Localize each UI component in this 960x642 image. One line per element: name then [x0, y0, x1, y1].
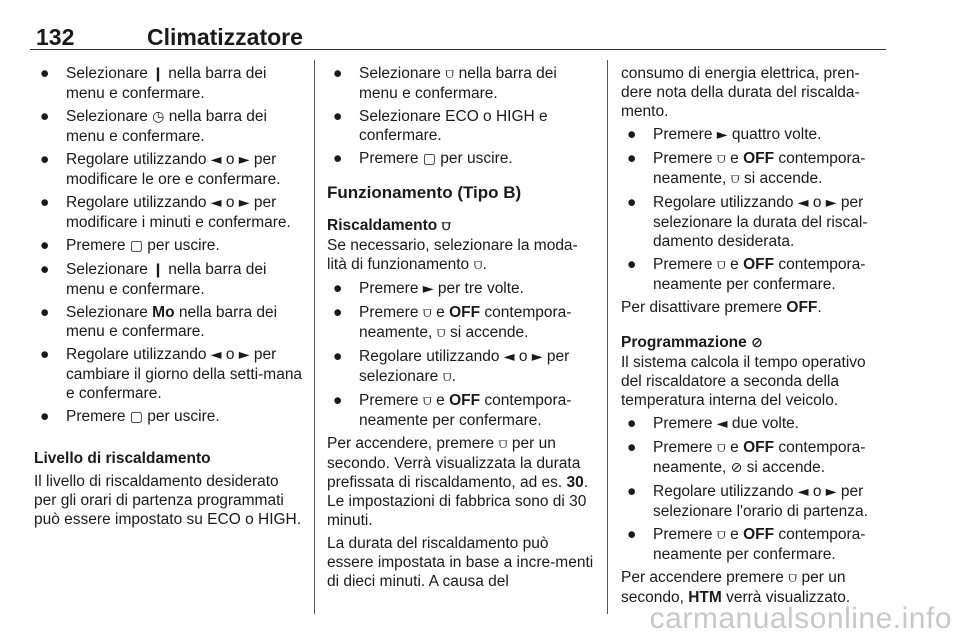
bullet: ●	[333, 280, 343, 297]
heat-icon: ⩌	[498, 436, 508, 452]
list-item: ● Selezionare ❙ nella barra dei menu e confermare.	[40, 65, 267, 102]
list-item: ● Selezionare ❙ nella barra dei menu e confermare.	[40, 261, 267, 298]
bullet: ●	[333, 392, 343, 409]
page-number: 132	[36, 24, 75, 50]
bullet: ●	[627, 126, 637, 143]
bullet: ●	[40, 261, 50, 278]
clock-icon: ◷	[152, 109, 165, 125]
heat-icon: ⩌	[716, 257, 726, 273]
tool-icon: ❙	[152, 262, 164, 278]
arrow-right-icon: ►	[238, 152, 250, 168]
heat-icon: ⩌	[716, 527, 726, 543]
bullet: ●	[627, 439, 637, 456]
heat-icon: ⩌	[441, 218, 451, 234]
list-item: ● Premere ⩌ e OFF contempora-neamente, ⩌ si accende.	[627, 150, 866, 187]
heat-icon: ⩌	[442, 369, 452, 385]
list-item: ● Premere ⩌ e OFF contempora-neamente per confermare.	[333, 392, 572, 429]
column-divider	[607, 60, 608, 614]
list-item: ● Regolare utilizzando ◄ o ► per cambiare il giorno della setti-mana e confermare.	[40, 346, 303, 402]
bullet: ●	[40, 346, 50, 363]
heat-icon: ⩌	[422, 393, 432, 409]
heat-icon: ⩌	[473, 257, 483, 273]
list-item: ● Selezionare ⩌ nella barra dei menu e confermare.	[333, 65, 557, 102]
arrow-left-icon: ◄	[210, 347, 222, 363]
bullet: ●	[40, 65, 50, 82]
list-item: ● Premere ◄ due volte.	[627, 415, 800, 432]
section-heading: Funzionamento (Tipo B)	[327, 183, 522, 202]
bullet: ●	[333, 65, 343, 82]
heat-icon: ⩌	[730, 171, 740, 187]
paragraph: La durata del riscaldamento può essere impostata in base a incre-menti di dieci minuti. A causa del	[327, 535, 594, 590]
list-item: ● Regolare utilizzando ◄ o ► per modificare le ore e confermare.	[40, 151, 281, 188]
list-item: ● Premere ⩌ e OFF contempora-neamente, ⊘ si accende.	[627, 439, 866, 476]
paragraph: Il sistema calcola il tempo operativo del riscaldatore a seconda della temperatura interna del veicolo.	[621, 354, 866, 409]
paragraph: Per disattivare premere OFF.	[621, 299, 822, 316]
bullet: ●	[40, 151, 50, 168]
arrow-left-icon: ◄	[797, 195, 809, 211]
list-item: ● Premere ▢ per uscire.	[333, 150, 513, 167]
watermark: carmanualsonline.info	[649, 602, 952, 635]
subheading: Riscaldamento ⩌	[327, 217, 451, 234]
list-item: ● Selezionare ◷ nella barra dei menu e confermare.	[40, 108, 267, 145]
timer-icon: ⊘	[751, 335, 763, 351]
bullet: ●	[627, 415, 637, 432]
bullet: ●	[333, 348, 343, 365]
heat-icon: ⩌	[716, 440, 726, 456]
paragraph: Per accendere premere ⩌ per un secondo, HTM verrà visualizzato.	[621, 569, 851, 606]
bullet: ●	[40, 237, 50, 254]
subheading: Programmazione ⊘	[621, 334, 763, 351]
list-item: ● Premere ► quattro volte.	[627, 126, 822, 143]
arrow-right-icon: ►	[238, 195, 250, 211]
arrow-left-icon: ◄	[716, 416, 728, 432]
bullet: ●	[627, 150, 637, 167]
list-item: ● Premere ⩌ e OFF contempora-neamente, ⩌ si accende.	[333, 304, 572, 341]
page-header	[30, 10, 886, 50]
heat-icon: ⩌	[422, 305, 432, 321]
timer-icon: ⊘	[730, 460, 743, 476]
arrow-right-icon: ►	[422, 281, 434, 297]
arrow-right-icon: ►	[531, 349, 543, 365]
bullet: ●	[333, 150, 343, 167]
column-2	[327, 64, 597, 595]
list-item: ● Regolare utilizzando ◄ o ► per selezionare ⩌.	[333, 348, 570, 385]
arrow-left-icon: ◄	[797, 484, 809, 500]
square-icon: ▢	[129, 409, 143, 425]
list-item: ● Selezionare Mo nella barra dei menu e confermare.	[40, 304, 278, 340]
paragraph: Per accendere, premere ⩌ per un secondo. Verrà visualizzata la durata prefissata di riscaldamento, ad es. 30. Le impostazioni di fabbrica sono di 30 minuti.	[327, 435, 589, 529]
list-item: ● Selezionare ECO o HIGH e confermare.	[333, 108, 548, 144]
subheading: Livello di riscaldamento	[34, 450, 211, 467]
bullet: ●	[40, 408, 50, 425]
arrow-right-icon: ►	[716, 127, 728, 143]
bullet: ●	[333, 304, 343, 321]
paragraph: consumo di energia elettrica, pren-dere nota della durata del riscalda-mento.	[621, 65, 860, 120]
heat-icon: ⩌	[445, 66, 455, 82]
column-3	[621, 64, 889, 611]
column-1	[34, 64, 304, 533]
list-item: ● Premere ⩌ e OFF contempora-neamente per confermare.	[627, 256, 866, 293]
tool-icon: ❙	[152, 66, 164, 82]
header-rule	[30, 49, 886, 50]
square-icon: ▢	[422, 151, 436, 167]
bullet: ●	[40, 108, 50, 125]
bullet: ●	[40, 194, 50, 211]
column-divider	[314, 60, 315, 614]
heat-icon: ⩌	[788, 570, 798, 586]
arrow-left-icon: ◄	[210, 195, 222, 211]
paragraph: Se necessario, selezionare la moda-lità di funzionamento ⩌.	[327, 237, 578, 273]
paragraph: Il livello di riscaldamento desiderato per gli orari di partenza programmati può essere impostato su ECO o HIGH.	[34, 473, 302, 528]
bullet: ●	[627, 194, 637, 211]
list-item: ● Regolare utilizzando ◄ o ► per selezionare la durata del riscal-damento desiderata.	[627, 194, 868, 250]
arrow-left-icon: ◄	[210, 152, 222, 168]
list-item: ● Premere ▢ per uscire.	[40, 237, 220, 254]
list-item: ● Regolare utilizzando ◄ o ► per modificare i minuti e confermare.	[40, 194, 291, 231]
bullet: ●	[627, 256, 637, 273]
arrow-right-icon: ►	[825, 484, 837, 500]
list-item: ● Regolare utilizzando ◄ o ► per selezionare l'orario di partenza.	[627, 483, 868, 520]
arrow-right-icon: ►	[825, 195, 837, 211]
arrow-right-icon: ►	[238, 347, 250, 363]
list-item: ● Premere ▢ per uscire.	[40, 408, 220, 425]
arrow-left-icon: ◄	[503, 349, 515, 365]
square-icon: ▢	[129, 238, 143, 254]
bullet: ●	[627, 483, 637, 500]
heat-icon: ⩌	[436, 325, 446, 341]
page-title: Climatizzatore	[147, 24, 303, 50]
list-item: ● Premere ⩌ e OFF contempora-neamente per confermare.	[627, 526, 866, 563]
bullet: ●	[40, 304, 50, 321]
list-item: ● Premere ► per tre volte.	[333, 280, 524, 297]
bullet: ●	[627, 526, 637, 543]
heat-icon: ⩌	[716, 151, 726, 167]
bullet: ●	[333, 108, 343, 125]
